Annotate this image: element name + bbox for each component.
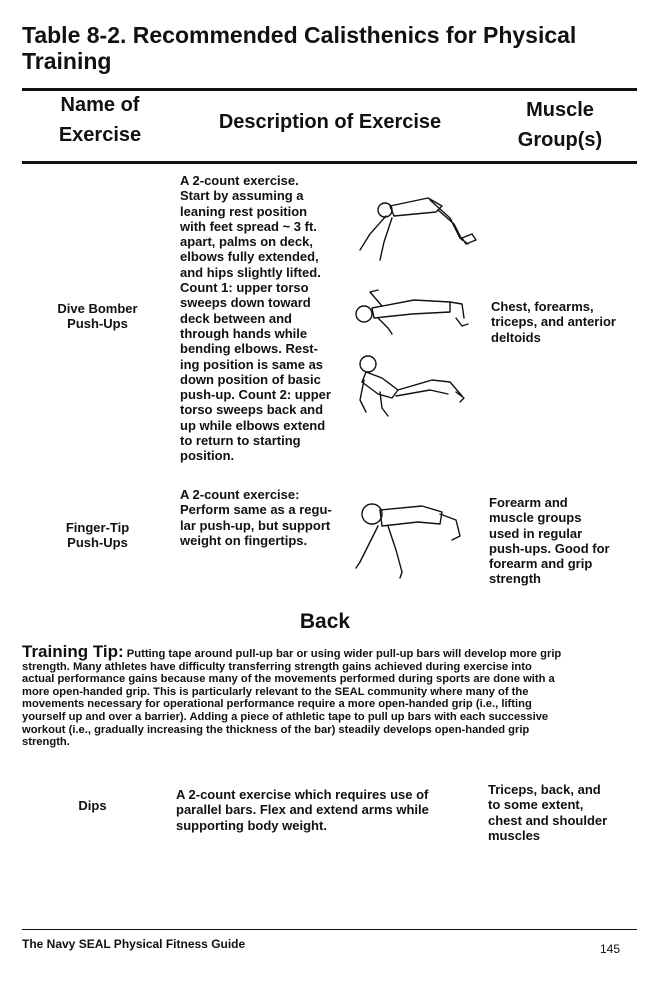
section-heading-back: Back: [299, 610, 351, 633]
page-title: Table 8-2. Recommended Calisthenics for Physical Training: [22, 22, 577, 74]
column-header-description: Description of Exercise: [218, 111, 442, 133]
training-tip: Training Tip: Putting tape around pull-up bar or using wider pull-up bars will develop more grip strength. Many athletes have difficulty transferring strength gains achieved during exercise into actual performance gains because many of the movements performed during sports are done with a more open-handed grip. This is particularly relevant to the SEAL community where many of the movements necessary for operational performance require a more open-handed grip (i.e., lifting yourself up and over a barrier). Adding a piece of athletic tape to pull up bars with each successive workout (i.e., gradually increasing the thickness of the bar) steadily develops open-handed grip strength.: [22, 642, 562, 749]
exercise-name-dips: Dips: [78, 798, 107, 813]
muscle-groups-dips: Triceps, back, and to some extent, chest and shoulder muscles: [488, 782, 608, 843]
column-header-muscle-groups: Muscle Group(s): [517, 99, 603, 151]
exercise-name-dive-bomber: Dive Bomber Push-Ups: [57, 301, 138, 332]
description-finger-tip: A 2-count exercise: Perform same as a regu- lar push-up, but support weight on fingertips.: [180, 487, 332, 548]
figure-up-position: [352, 350, 470, 428]
figure-start-position: [350, 188, 480, 272]
page-number: 145: [600, 942, 621, 956]
figure-sweep-down: [352, 288, 472, 336]
description-dive-bomber: A 2-count exercise. Start by assuming a leaning rest position with feet spread ~ 3 ft. apart, palms on deck, elbows fully extended, and hips slightly lifted. Count 1: upper torso sweeps down toward deck between and through hands while bending elbows. Rest- ing position is same as down position of basic push-up. Count 2: upper torso sweeps back and up while elbows extend to return to starting position.: [180, 173, 331, 464]
header-bottom-rule: [22, 161, 637, 164]
muscle-groups-dive-bomber: Chest, forearms, triceps, and anterior deltoids: [491, 299, 616, 345]
figure-fingertip-pushup: [352, 496, 468, 586]
muscle-groups-finger-tip: Forearm and muscle groups used in regular push-ups. Good for forearm and grip strength: [489, 495, 610, 587]
footer-rule: [22, 929, 637, 930]
description-dips: A 2-count exercise which requires use of parallel bars. Flex and extend arms while supporting body weight.: [176, 787, 429, 833]
footer-book-title: The Navy SEAL Physical Fitness Guide: [22, 937, 246, 951]
column-header-name: Name of Exercise: [58, 94, 142, 146]
training-tip-label: Training Tip:: [22, 642, 124, 661]
exercise-name-finger-tip: Finger-Tip Push-Ups: [65, 520, 130, 551]
